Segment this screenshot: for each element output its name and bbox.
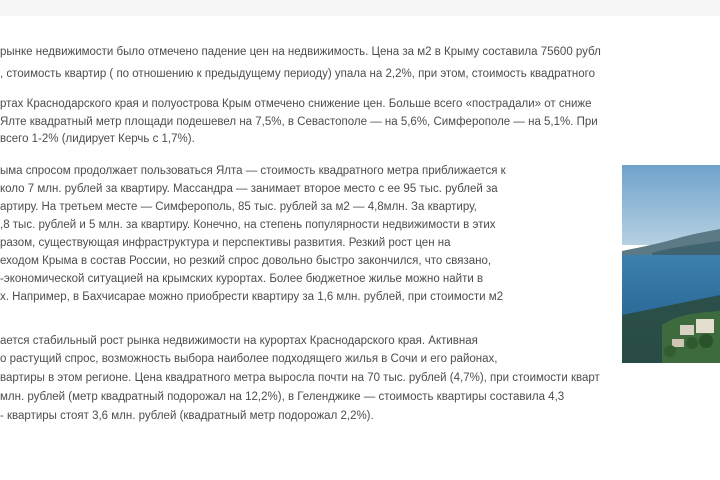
coast-photo	[622, 165, 720, 363]
text-line: , стоимость квартир ( по отношению к предыдущему периоду) упала на 2,2%, при этом, стоимость квадратного	[0, 68, 595, 80]
text-line: еходом Крыма в состав России, но резкий спрос довольно быстро закончился, что связано,	[0, 255, 492, 267]
text-line: о растущий спрос, возможность выбора наиболее подходящего жилья в Сочи и его районах,	[0, 353, 498, 365]
text-line: разом, существующая инфраструктура и перспективы развития. Резкий рост цен на	[0, 237, 451, 249]
text-line: вартиры в этом регионе. Цена квадратного метра выросла почти на 70 тыс. рублей (4,7%), при стоимости кварт	[0, 372, 600, 384]
text-line: ртах Краснодарского края и полуострова Крым отмечено снижение цен. Больше всего «пострадали» от сниже	[0, 98, 592, 110]
text-line: ыма спросом продолжает пользоваться Ялта — стоимость квадратного метра приближается к	[0, 165, 506, 177]
text-line: млн. рублей (метр квадратный подорожал на 12,2%), в Геленджике — стоимость квартиры составила 4,3	[0, 391, 565, 403]
text-line: рынке недвижимости было отмечено падение цен на недвижимость. Цена за м2 в Крыму составила 75600 рубл	[0, 46, 601, 58]
text-line: Ялте квадратный метр площади подешевел на 7,5%, в Севастополе — на 5,6%, Симферополе — на 5,1%. При	[0, 116, 598, 128]
text-line: всего 1-2% (лидирует Керчь с 1,7%).	[0, 133, 195, 145]
text-line: х. Например, в Бахчисарае можно приобрести квартиру за 1,6 млн. рублей, при стоимости м2	[0, 291, 504, 303]
text-line: артиру. На третьем месте — Симферополь, 85 тыс. рублей за м2 — 4,8млн. За квартиру,	[0, 201, 477, 213]
coast-photo-image	[622, 165, 720, 363]
text-line: ается стабильный рост рынка недвижимости на курортах Краснодарского края. Активная	[0, 335, 478, 347]
text-line: коло 7 млн. рублей за квартиру. Массандра — занимает второе место с ее 95 тыс. рублей за	[0, 183, 498, 195]
text-line: ,8 тыс. рублей и 5 млн. за квартиру. Конечно, на степень популярности недвижимости в этих	[0, 219, 496, 231]
text-line: - квартиры стоят 3,6 млн. рублей (квадратный метр подорожал 2,2%).	[0, 410, 374, 422]
text-line: -экономической ситуацией на крымских курортах. Более бюджетное жилье можно найти в	[0, 273, 484, 285]
